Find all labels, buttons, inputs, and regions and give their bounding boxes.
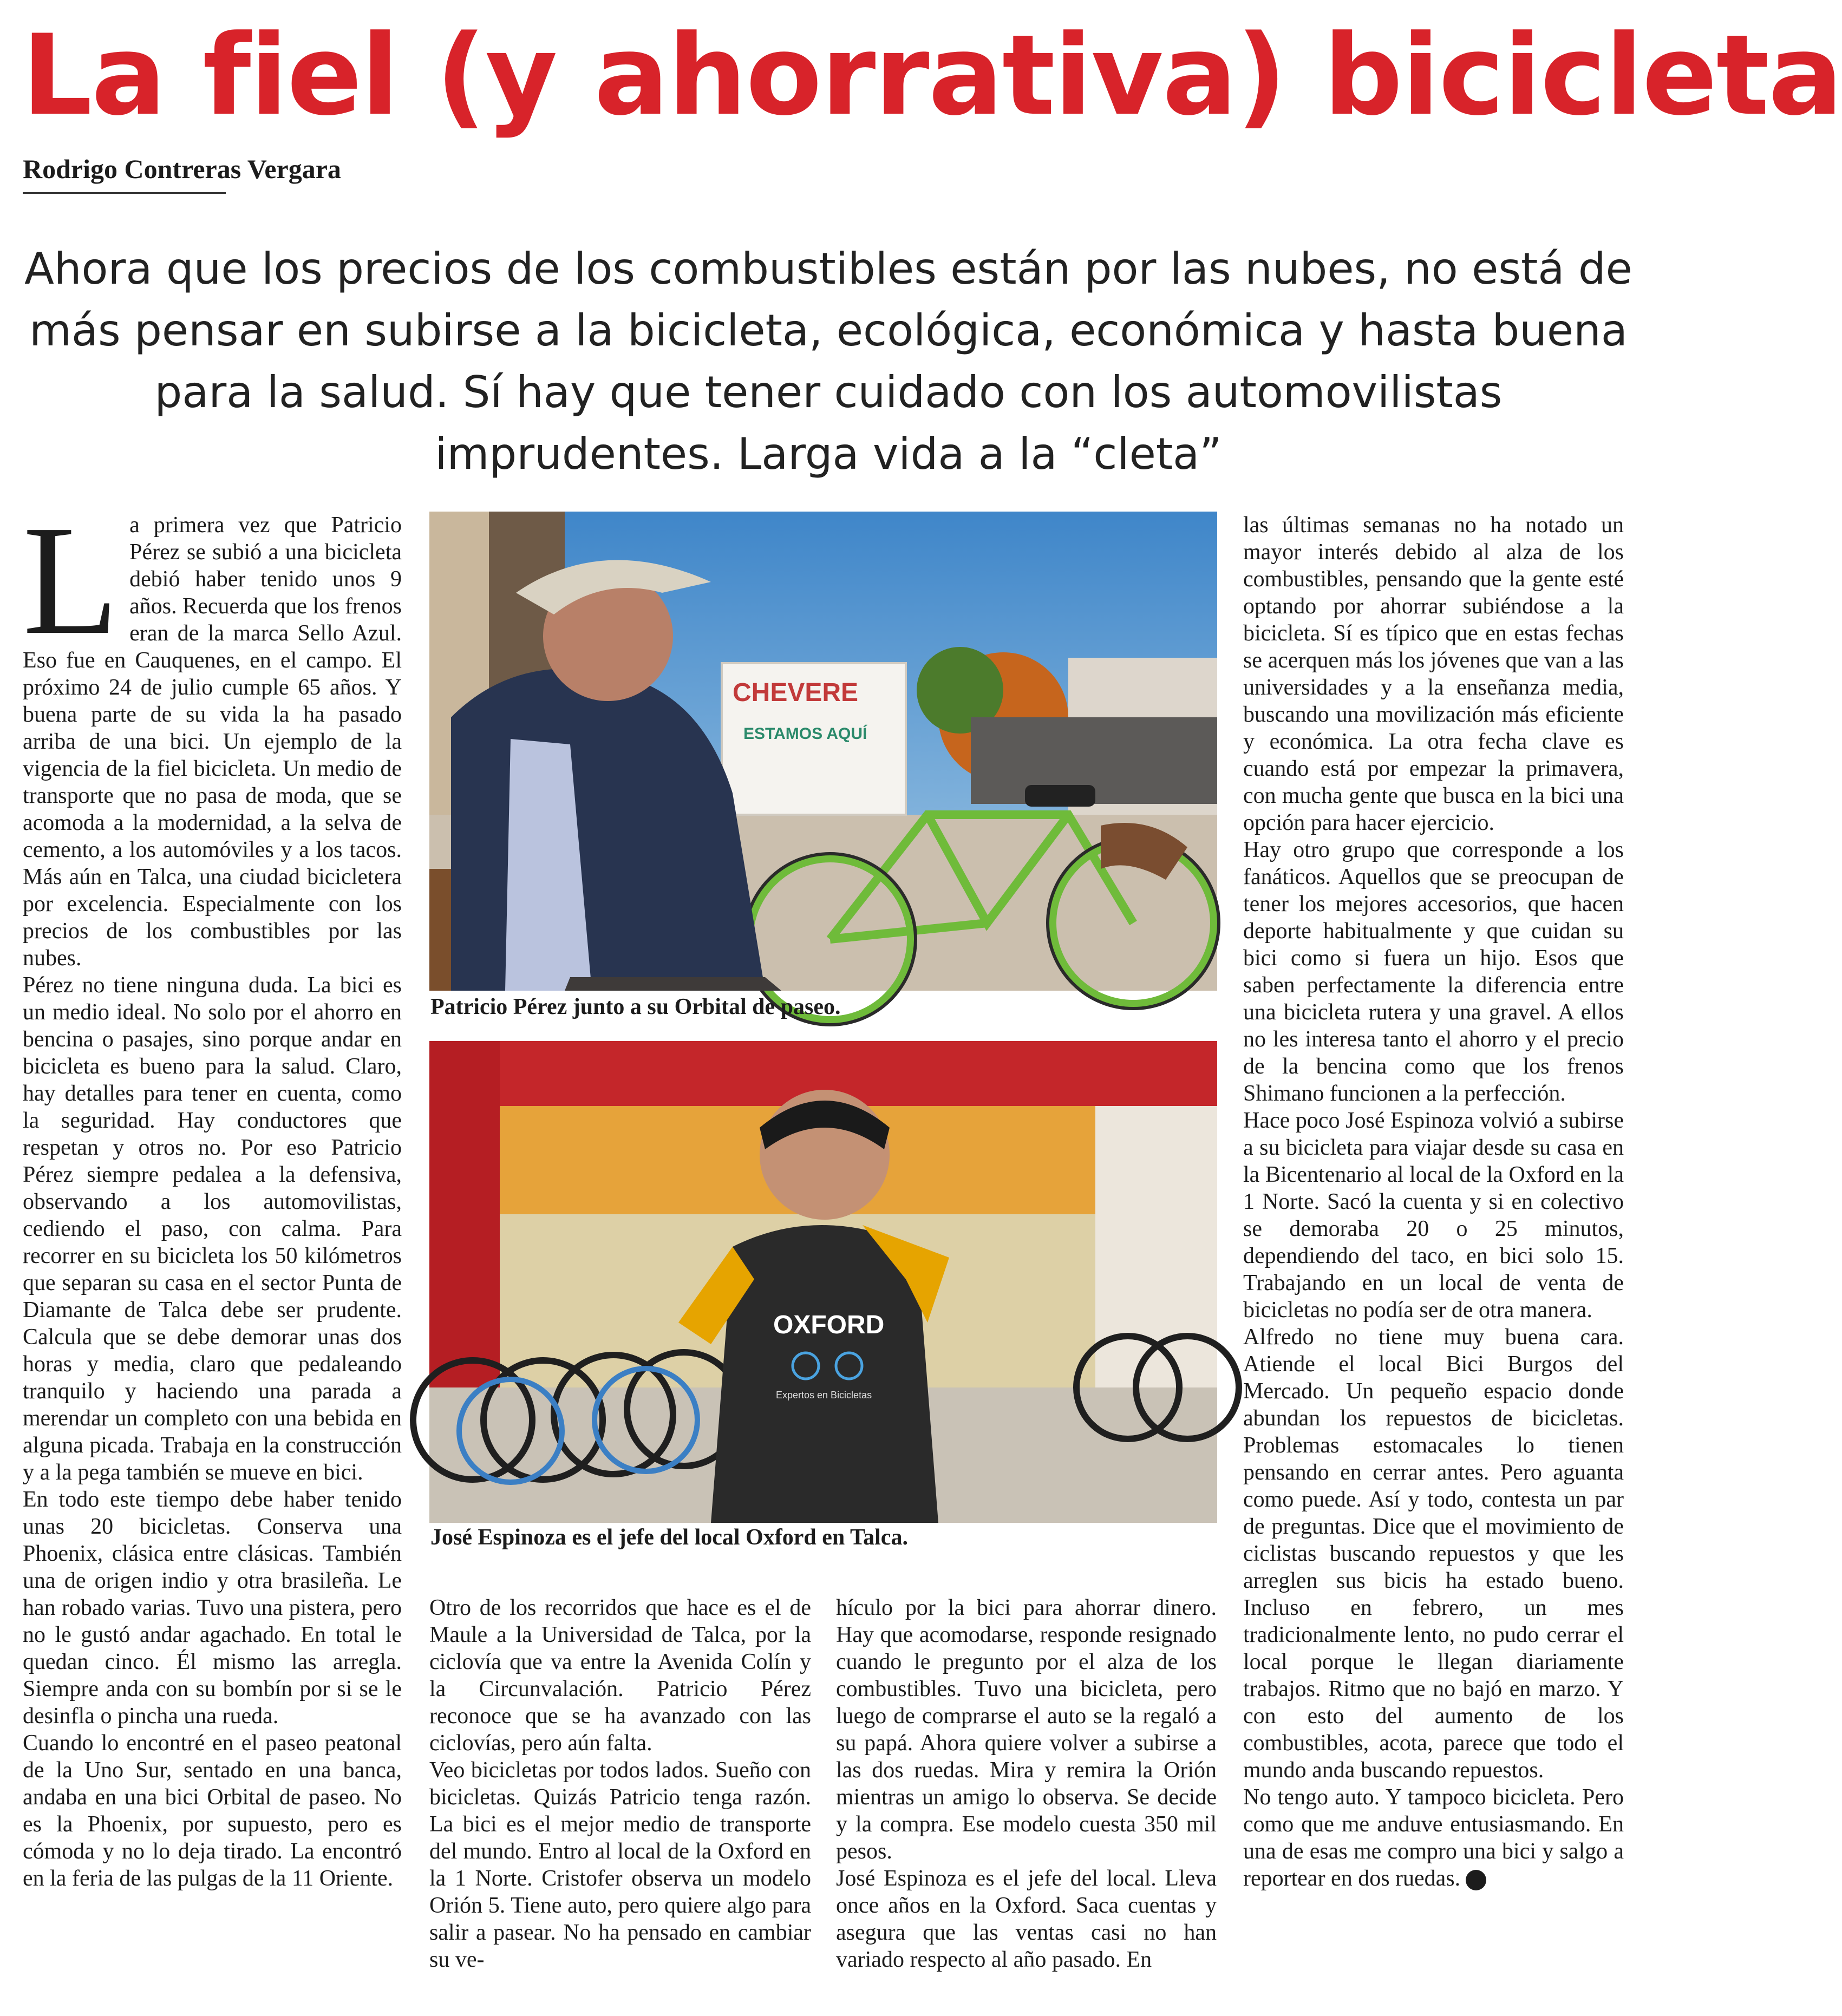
col1-paragraph-3: En todo este tiempo debe haber tenido unas 20 bicicletas. Conserva una Phoenix, clásica entre clásicas. También una de origen indio y otra brasileña. Le han robado varias. Tuvo una pistera, pero no le gustó andar agachado. En total le quedan cinco. Él mismo las arregla. Siempre anda con su bombín por si se le desinfla o pincha una rueda. [23, 1487, 402, 1729]
col4-paragraph-1: las últimas semanas no ha notado un mayor interés debido al alza de los combustibles, pensando que la gente esté optando por ahorrar subiéndose a la bicicleta. Sí es típico que en estas fechas se acerquen más los jóvenes que van a las universidades y a la enseñanza media, buscando una movilización más eficiente y económica. La otra fecha clave es cuando está por empezar la primavera, con mucha gente que busca en la bici una opción para hacer ejercicio. [1243, 513, 1624, 835]
col1-paragraph-2: Pérez no tiene ninguna duda. La bici es un medio ideal. No solo por el ahorro en bencina o pasajes, sino porque andar en bicicleta es bueno para la salud. Claro, hay detalles para tener en cuenta, como la seguridad. Hay conductores que respetan y otros no. Por eso Patricio Pérez siempre pedalea a la defensiva, observando a los automovilistas, cediendo el paso, con calma. Para recorrer en su bicicleta los 50 kilómetros que separan su casa en el sector Punta de Diamante de Talca debe ser prudente. Calcula que se debe demorar unas dos horas y media, claro que pedaleando tranquilo y haciendo una parada a merendar un completo con una bebida en alguna picada. Trabaja en la construcción y a la pega también se mueve en bici. [23, 973, 402, 1485]
col1-paragraph-4: Cuando lo encontré en el paseo peatonal de la Uno Sur, sentado en una banca, andaba en una bici Orbital de paseo. No es la Phoenix, por supuesto, pero es cómoda y no lo deja tirado. La encontró en la feria de las pulgas de la 11 Oriente. [23, 1731, 402, 1891]
column-1 [23, 493, 402, 1892]
col4-paragraph-5 [1243, 1784, 1624, 1892]
column-2 [429, 1594, 811, 1973]
byline: Rodrigo Contreras Vergara [23, 154, 341, 184]
photo-patricio-perez-image [429, 512, 1217, 991]
photo-jose-espinoza-image [429, 1041, 1217, 1523]
col2-paragraph-2: Veo bicicletas por todos lados. Sueño con bicicletas. Quizás Patricio tenga razón. La bici es el mejor medio de transporte del mundo. Entro al local de la Oxford en la 1 Norte. Cristofer observa un modelo Orión 5. Tiene auto, pero quiere algo para salir a pasear. No ha pensado en cambiar su ve- [429, 1758, 811, 1972]
col3-paragraph-2: José Espinoza es el jefe del local. Lleva once años en la Oxford. Saca cuentas y asegura que las ventas casi no han variado respecto al año pasado. En [836, 1866, 1217, 1972]
photo-patricio-perez-caption: Patricio Pérez junto a su Orbital de paseo. [430, 994, 841, 1019]
col1-paragraph-1 [23, 493, 402, 972]
sign-subtext: ESTAMOS AQUÍ [743, 725, 867, 743]
col4-paragraph-5-text: No tengo auto. Y tampoco bicicleta. Pero como que me anduve entusiasmando. En una de esas me compro una bici y salgo a reportear en dos ruedas. [1243, 1785, 1624, 1891]
photo-patricio-perez [429, 512, 1217, 991]
col3-paragraph-1: hículo por la bici para ahorrar dinero. Hay que acomodarse, responde resignado cuando le pregunto por el alza de los combustibles. Tuvo una bicicleta, pero luego de comprarse el auto se la regaló a su papá. Ahora quiere volver a subirse a las dos ruedas. Mira y remira la Orión mientras un amigo lo observa. Se decide y la compra. Ese modelo cuesta 350 mil pesos. [836, 1595, 1217, 1864]
col2-paragraph-1: Otro de los recorridos que hace es el de Maule a la Universidad de Talca, por la ciclovía que va entre la Avenida Colín y la Circunvalación. Patricio Pérez reconoce que se ha avanzado con las ciclovías, pero aún falta. [429, 1595, 811, 1756]
photo-jose-espinoza-caption: José Espinoza es el jefe del local Oxford en Talca. [430, 1525, 908, 1550]
col1-paragraph-1-text: a primera vez que Patricio Pérez se subió a una bicicleta debió haber tenido unos 9 años. Recuerda que los frenos eran de la marca Sello Azul. Eso fue en Cauquenes, en el campo. El próximo 24 de julio cumple 65 años. Y buena parte de su vida la ha pasado arriba de una bici. Un ejemplo de la vigencia de la fiel bicicleta. Un medio de transporte que no pasa de moda, que se acomoda a la modernidad, a la selva de cemento, a los automóviles y a los tacos. Más aún en Talca, una ciudad bicicletera por excelencia. Especialmente con los precios de los combustibles por las nubes. [23, 513, 402, 971]
column-3 [836, 1594, 1217, 1973]
col4-paragraph-2: Hay otro grupo que corresponde a los fanáticos. Aquellos que se preocupan de tener los mejores accesorios, que hacen deporte habitualmente y que cuidan su bici como si fuera un hijo. Esos que saben perfectamente la diferencia entre una bicicleta rutera y una gravel. A ellos no les interesa tanto el ahorro y el precio de la bencina como que los frenos Shimano funcionen a la perfección. [1243, 837, 1624, 1106]
column-4 [1243, 512, 1624, 1892]
shirt-brand: OXFORD [773, 1311, 885, 1339]
end-mark-icon [1466, 1870, 1486, 1890]
photo-jose-espinoza [429, 1041, 1217, 1523]
shirt-tagline: Expertos en Bicicletas [776, 1390, 872, 1400]
headline: La fiel (y ahorrativa) bicicleta [22, 11, 1842, 140]
col4-paragraph-3: Hace poco José Espinoza volvió a subirse a su bicicleta para viajar desde su casa en la Bicentenario al local de la Oxford en la 1 Norte. Sacó la cuenta y si en colectivo se demoraba 20 o 25 minutos, dependiendo del taco, en bici solo 15. Trabajando en un local de venta de bicicletas no podía ser de otra manera. [1243, 1108, 1624, 1323]
sign-text: CHEVERE [733, 678, 859, 707]
col4-paragraph-4: Alfredo no tiene muy buena cara. Atiende el local Bici Burgos del Mercado. Un pequeño espacio donde abundan los repuestos de bicicletas. Problemas estomacales lo tienen pensando en cerrar antes. Pero aguanta como puede. Así y todo, contesta un par de preguntas. Dice que el movimiento de ciclistas buscando repuestos y que les arreglen sus bicis ha estado bueno. Incluso en febrero, un mes tradicionalmente lento, no pudo cerrar el local porque le llegan diariamente trabajos. Ritmo que no bajó en marzo. Y con esto del aumento de los combustibles, acota, parece que todo el mundo anda buscando repuestos. [1243, 1325, 1624, 1783]
drop-cap: L [23, 493, 119, 667]
deck: Ahora que los precios de los combustibles están por las nubes, no está de más pensar en subirse a la bicicleta, ecológica, económica y hasta buena para la salud. Sí hay que tener cuidado con los automovilistas imprudentes. Larga vida a la “cleta” [24, 244, 1632, 479]
byline-rule [23, 192, 226, 194]
